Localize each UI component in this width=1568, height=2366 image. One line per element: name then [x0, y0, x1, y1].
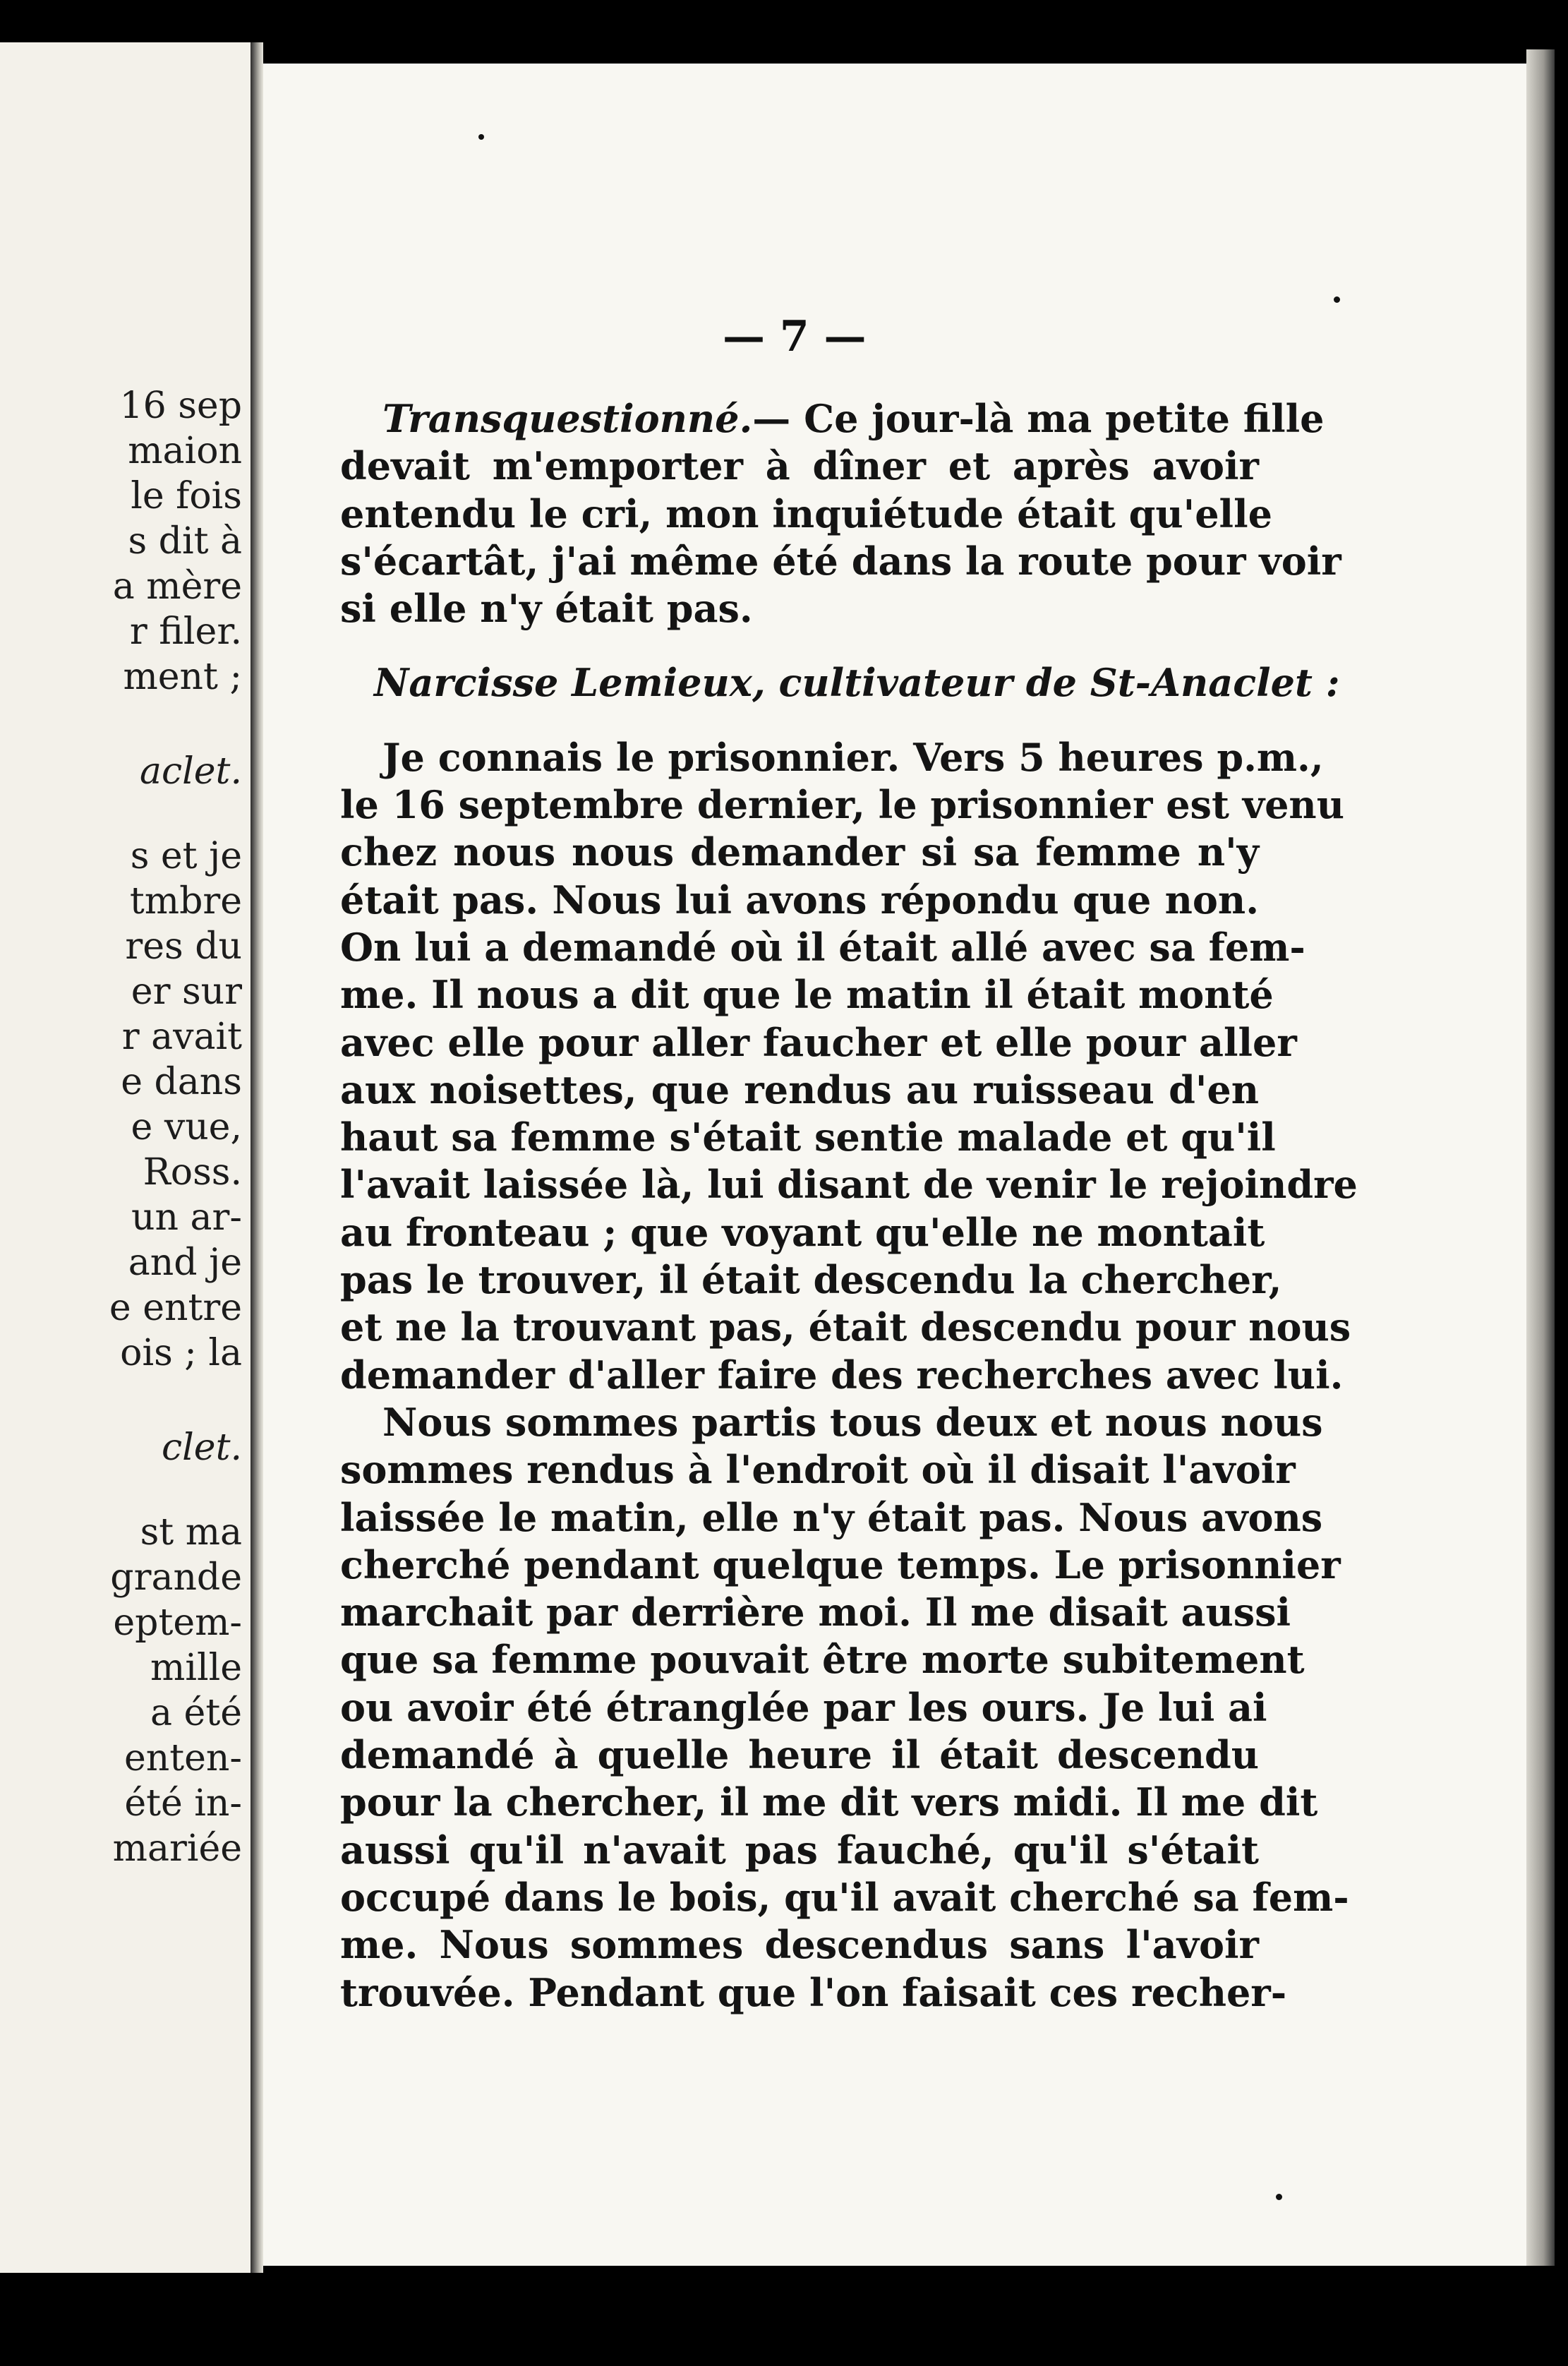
paragraph2-line: chez nous nous demander si sa femme n'y: [340, 829, 1259, 875]
left-page-line: maion: [128, 430, 242, 472]
paragraph2-line: Je connais le prisonnier. Vers 5 heures p.m.,: [382, 734, 1324, 780]
left-page-line: ois ; la: [120, 1332, 242, 1374]
left-page-line: a mère: [112, 565, 242, 608]
paragraph1-first-line-text: — Ce jour-là ma petite fille: [752, 396, 1325, 441]
speck: [1276, 2194, 1282, 2200]
page-body: [340, 395, 1358, 2017]
left-page-fragment: [0, 42, 251, 2273]
left-page-line: res du: [125, 925, 242, 968]
paragraph1-first-line: [340, 395, 1325, 443]
paragraph2-line: l'avait laissée là, lui disant de venir le rejoindre: [340, 1162, 1358, 1208]
page-edge-shadow: [1526, 49, 1555, 2266]
paragraph2-line: ou avoir été étranglée par les ours. Je lui ai: [340, 1684, 1267, 1730]
paragraph2-line: pour la chercher, il me dit vers midi. Il me dit: [340, 1779, 1318, 1825]
left-page-line: aclet.: [140, 750, 242, 793]
left-page-line: er sur: [131, 971, 242, 1013]
paragraph2: [340, 734, 1358, 2017]
paragraph2-line: sommes rendus à l'endroit où il disait l'avoir: [340, 1447, 1296, 1493]
paragraph2-line: au fronteau ; que voyant qu'elle ne montait: [340, 1209, 1265, 1255]
left-page-line: and je: [128, 1242, 242, 1284]
left-page-line: grande: [110, 1556, 242, 1599]
paragraph2-line: haut sa femme s'était sentie malade et qu'il: [340, 1115, 1276, 1160]
transquestionne-label: Transquestionné.: [382, 396, 753, 441]
paragraph2-line: Nous sommes partis tous deux et nous nous: [382, 1399, 1323, 1445]
left-page-line: s et je: [130, 835, 242, 877]
paragraph1-line: devait m'emporter à dîner et après avoir: [340, 443, 1259, 489]
left-page-line: Ross.: [143, 1151, 242, 1194]
paragraph2-line: et ne la trouvant pas, était descendu pour nous: [340, 1304, 1351, 1350]
left-page-line: r avait: [121, 1016, 242, 1058]
left-page-line: a été: [150, 1692, 242, 1734]
paragraph2-line: avec elle pour aller faucher et elle pour aller: [340, 1019, 1297, 1065]
book-gutter: [251, 42, 263, 2273]
left-page-line: été in-: [124, 1782, 242, 1825]
page-number: — 7 —: [723, 312, 867, 361]
paragraph2-line: occupé dans le bois, qu'il avait cherché sa fem-: [340, 1874, 1349, 1920]
left-page-line: clet.: [162, 1427, 242, 1469]
left-page-line: eptem-: [113, 1602, 242, 1644]
paragraph2-line: On lui a demandé où il était allé avec sa fem-: [340, 924, 1305, 970]
paragraph2-line: trouvée. Pendant que l'on faisait ces recher-: [340, 1969, 1287, 2015]
left-page-line: st ma: [140, 1511, 242, 1554]
paragraph2-line: me. Il nous a dit que le matin il était monté: [340, 972, 1274, 1018]
witness-heading: Narcisse Lemieux, cultivateur de St-Anaclet :: [374, 660, 1340, 706]
left-page-line: 16 sep: [119, 385, 242, 427]
paragraph2-line: me. Nous sommes descendus sans l'avoir: [340, 1922, 1259, 1968]
left-page-line: e dans: [121, 1061, 242, 1103]
speck: [1334, 296, 1340, 303]
left-page-line: s dit à: [128, 520, 242, 563]
paragraph1-line: s'écartât, j'ai même été dans la route pour voir: [340, 538, 1341, 584]
left-page-line: e vue,: [131, 1106, 242, 1148]
left-page-line: enten-: [124, 1737, 242, 1779]
paragraph2-line: demander d'aller faire des recherches avec lui.: [340, 1352, 1344, 1398]
paragraph2-line: cherché pendant quelque temps. Le prisonnier: [340, 1542, 1341, 1587]
paragraph2-line: aux noisettes, que rendus au ruisseau d'en: [340, 1067, 1259, 1112]
paragraph2-line: pas le trouver, il était descendu la chercher,: [340, 1257, 1282, 1303]
left-page-line: r filer.: [129, 611, 242, 653]
left-page-line: un ar-: [131, 1196, 242, 1239]
paragraph2-line: marchait par derrière moi. Il me disait aussi: [340, 1590, 1291, 1635]
left-page-line: ment ;: [123, 656, 242, 698]
left-page-line: tmbre: [129, 880, 242, 923]
left-page-line: le fois: [131, 475, 242, 517]
paragraph2-line: était pas. Nous lui avons répondu que non.: [340, 877, 1259, 923]
left-page-line: mariée: [112, 1827, 242, 1870]
left-page-line: e entre: [109, 1287, 242, 1329]
left-page-line: mille: [150, 1647, 242, 1689]
paragraph2-line: que sa femme pouvait être morte subitement: [340, 1637, 1305, 1683]
speck: [478, 134, 484, 140]
paragraph2-line: aussi qu'il n'avait pas fauché, qu'il s'était: [340, 1827, 1259, 1873]
paragraph2-line: laissée le matin, elle n'y était pas. Nous avons: [340, 1494, 1323, 1540]
paragraph1-line: entendu le cri, mon inquiétude était qu'elle: [340, 491, 1272, 536]
paragraph1-line: si elle n'y était pas.: [340, 586, 753, 632]
paragraph2-line: demandé à quelle heure il était descendu: [340, 1732, 1259, 1778]
paragraph2-line: le 16 septembre dernier, le prisonnier est venu: [340, 782, 1344, 828]
